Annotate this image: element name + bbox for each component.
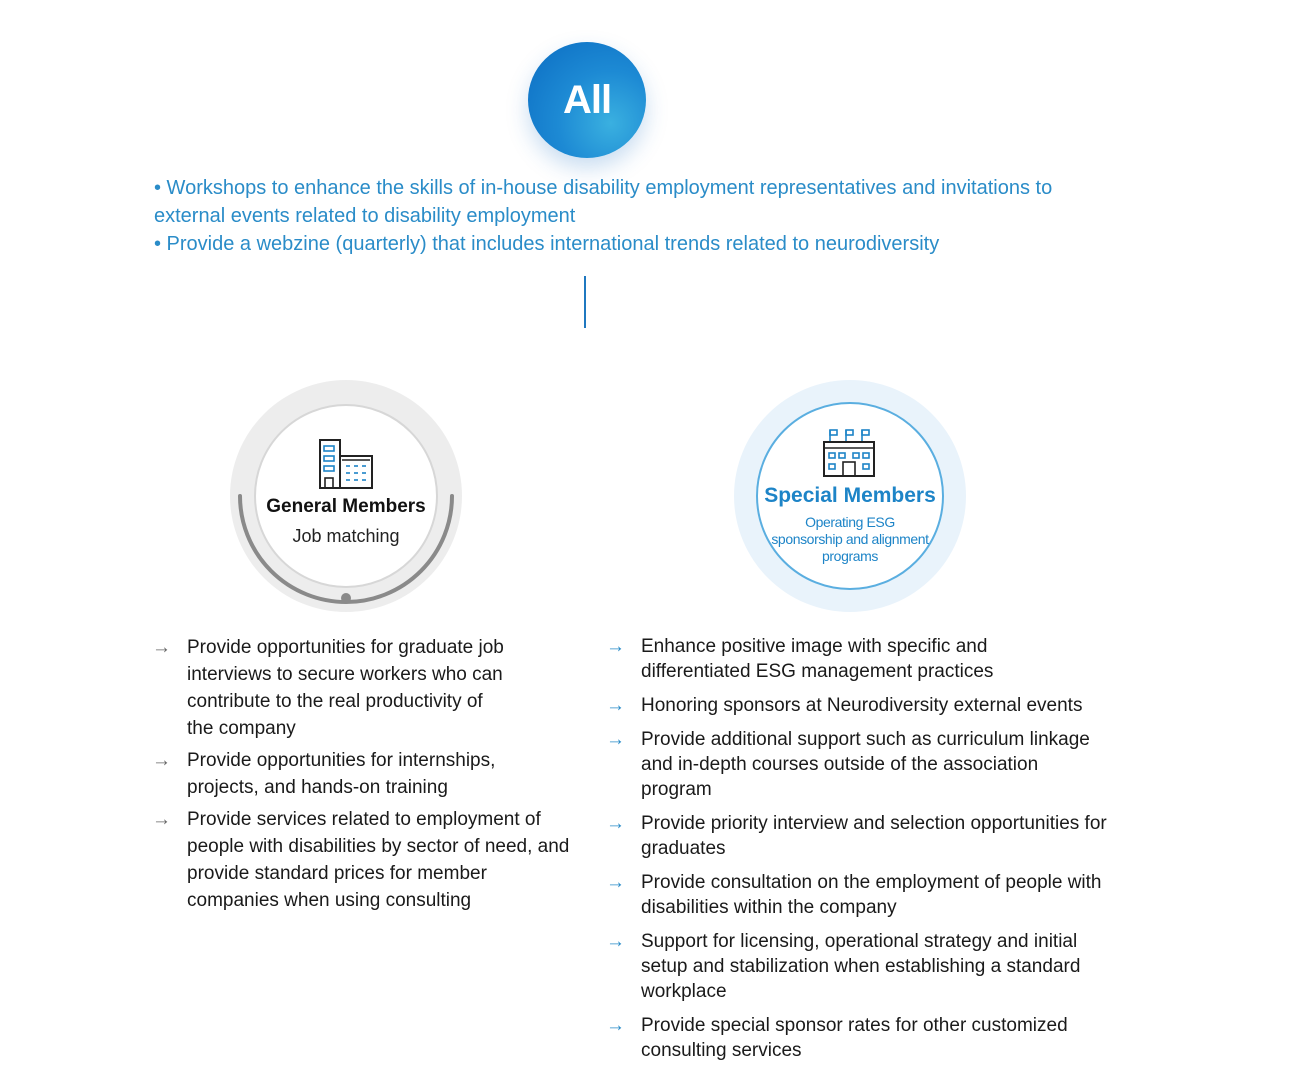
arrow-right-icon: →	[606, 931, 625, 952]
connector-line	[584, 276, 586, 328]
all-benefit-1: • Workshops to enhance the skills of in-house disability employment representatives and invitations to external events related to disability employment	[154, 177, 1053, 227]
special-benefit-1: Enhance positive image with specific and differentiated ESG management practices	[641, 636, 994, 682]
arrow-right-icon: →	[606, 729, 625, 750]
general-benefit-1: Provide opportunities for graduate job interviews to secure workers who can contribute to the real productivity of the company	[187, 637, 504, 739]
list-item	[606, 870, 1166, 920]
all-benefit-2: • Provide a webzine (quarterly) that includes international trends related to neurodiversity	[154, 233, 940, 255]
list-item	[606, 811, 1166, 861]
special-benefit-6: Support for licensing, operational strategy and initial setup and stabilization when establishing a standard workplace	[641, 931, 1081, 1002]
special-benefit-5: Provide consultation on the employment of people with disabilities within the company	[641, 872, 1102, 918]
arrow-right-icon: →	[606, 636, 625, 657]
arrow-right-icon: →	[152, 809, 171, 830]
all-benefits	[154, 174, 1114, 258]
special-benefit-7: Provide special sponsor rates for other customized consulting services	[641, 1015, 1068, 1061]
arrow-right-icon: →	[606, 1015, 625, 1036]
special-benefit-2: Honoring sponsors at Neurodiversity external events	[641, 695, 1083, 716]
flagged-building-icon	[822, 428, 876, 478]
list-item	[606, 1013, 1166, 1063]
arrow-right-icon: →	[152, 637, 171, 658]
list-item	[152, 747, 592, 801]
general-members-title: General Members	[266, 496, 426, 517]
list-item	[606, 634, 1166, 684]
list-item	[606, 929, 1166, 1004]
special-members-title: Special Members	[764, 484, 936, 507]
office-building-icon	[318, 438, 374, 490]
special-benefit-4: Provide priority interview and selection opportunities for graduates	[641, 813, 1107, 859]
special-members-subtitle: Operating ESG sponsorship and alignment programs	[771, 514, 929, 564]
general-members-subtitle: Job matching	[292, 526, 400, 546]
special-benefit-3: Provide additional support such as curriculum linkage and in-depth courses outside of the association program	[641, 729, 1090, 800]
general-members-benefits	[152, 634, 592, 919]
all-node	[528, 42, 646, 158]
arrow-right-icon: →	[606, 872, 625, 893]
special-members-benefits	[606, 634, 1166, 1072]
all-label: All	[562, 77, 612, 122]
list-item	[606, 693, 1166, 718]
general-benefit-2: Provide opportunities for internships, projects, and hands-on training	[187, 750, 496, 798]
list-item	[606, 727, 1166, 802]
list-item	[152, 806, 592, 914]
list-item	[152, 634, 592, 742]
arrow-right-icon: →	[606, 813, 625, 834]
arrow-right-icon: →	[152, 750, 171, 771]
general-benefit-3: Provide services related to employment of people with disabilities by sector of need, and provide standard prices for member companies when using consulting	[187, 809, 570, 911]
arrow-right-icon: →	[606, 695, 625, 716]
